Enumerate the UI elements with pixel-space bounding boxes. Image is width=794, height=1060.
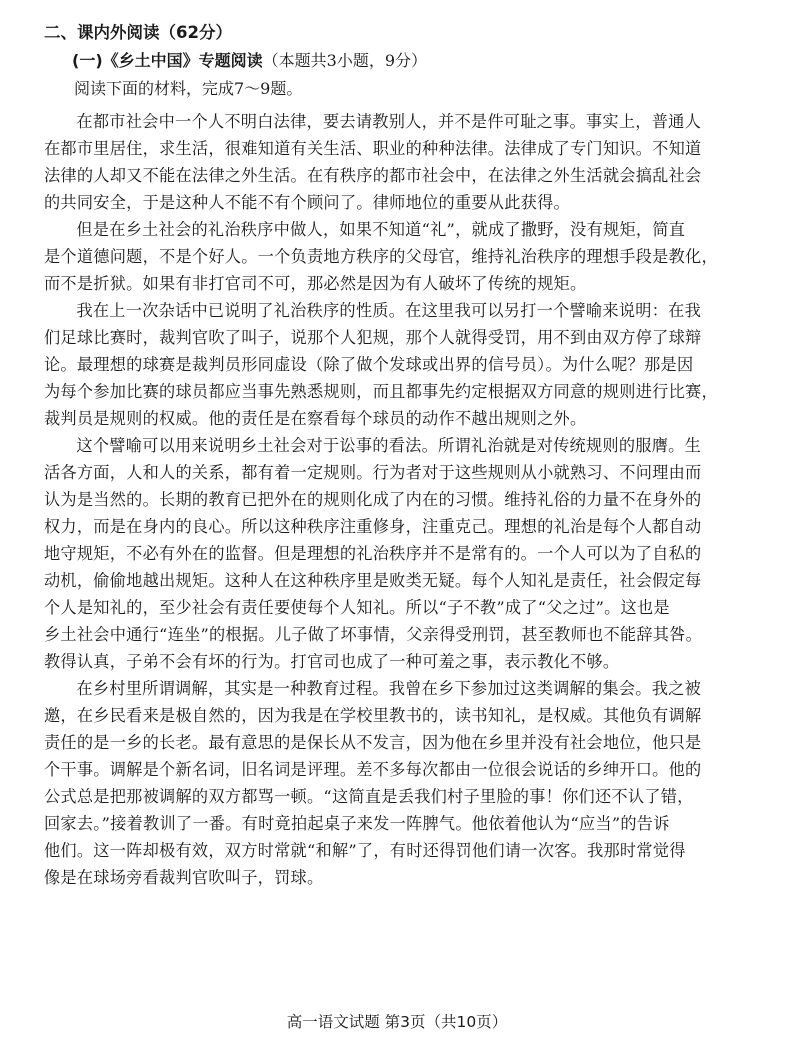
passage-line: 乡土社会中通行“连坐”的根据。儿子做了坏事情，父亲得受刑罚，甚至教师也不能辞其咎。 bbox=[44, 625, 703, 644]
section-heading: 二、课内外阅读（62分） bbox=[44, 23, 232, 42]
subsection-prefix: (一) bbox=[72, 51, 103, 70]
passage-line: 是个道德问题，不是个好人。一个负责地方秩序的父母官，维持礼治秩序的理想手段是教化， bbox=[44, 247, 718, 266]
passage-line: 他们。这一阵却极有效，双方时常就“和解”了，有时还得罚他们请一次客。我那时常觉得 bbox=[44, 841, 686, 860]
passage-line: 在乡村里所谓调解，其实是一种教育过程。我曾在乡下参加过这类调解的集会。我之被 bbox=[76, 679, 702, 698]
passage-line: 回家去。”接着教训了一番。有时竟拍起桌子来发一阵脾气。他依着他认为“应当”的告诉 bbox=[44, 814, 670, 833]
subsection-heading bbox=[72, 50, 427, 72]
passage-line: 我在上一次杂话中已说明了礼治秩序的性质。在这里我可以另打一个譬喻来说明：在我 bbox=[76, 301, 702, 320]
passage-line: 但是在乡土社会的礼治秩序中做人，如果不知道“礼”，就成了撒野，没有规矩，简直 bbox=[76, 220, 686, 239]
passage-paragraph-2 bbox=[44, 216, 744, 297]
passage-line: 在都市社会中一个人不明白法律，要去请教别人，并不是件可耻之事。事实上，普通人 bbox=[76, 112, 702, 131]
passage-line: 认为是当然的。长期的教育已把外在的规则化成了内在的习惯。维持礼俗的力量不在身外的 bbox=[44, 490, 702, 509]
passage-line: 的共同安全，于是这种人不能不有个顾问了。律师地位的重要从此获得。 bbox=[44, 193, 570, 212]
passage-line: 法律的人却又不能在法律之外生活。在有秩序的都市社会中，在法律之外生活就会搞乱社会 bbox=[44, 166, 702, 185]
passage-line: 教得认真，子弟不会有坏的行为。打官司也成了一种可羞之事，表示教化不够。 bbox=[44, 652, 620, 671]
passage-line: 论。最理想的球赛是裁判员形同虚设（除了做个发球或出界的信号员）。为什么呢？那是因 bbox=[44, 355, 694, 374]
passage-line: 这个譬喻可以用来说明乡土社会对于讼事的看法。所谓礼治就是对传统规则的服膺。生 bbox=[76, 436, 702, 455]
passage-line: 在都市里居住，求生活，很难知道有关生活、职业的种种法律。法律成了专门知识。不知道 bbox=[44, 139, 702, 158]
passage-line: 权力，而是在身内的良心。所以这种秩序注重修身，注重克己。理想的礼治是每个人都自动 bbox=[44, 517, 702, 536]
passage-line: 公式总是把那被调解的双方都骂一顿。“这简直是丢我们村子里脸的事！你们还不认了错， bbox=[44, 787, 694, 806]
passage-line: 动机，偷偷地越出规矩。这种人在这种秩序里是败类无疑。每个人知礼是责任，社会假定每 bbox=[44, 571, 702, 590]
passage-line: 裁判员是规则的权威。他的责任是在察看每个球员的动作不越出规则之外。 bbox=[44, 409, 587, 428]
passage-line: 责任的是一乡的长老。最有意思的是保长从不发言，因为他在乡里并没有社会地位，他只是 bbox=[44, 733, 702, 752]
passage-line: 地守规矩，不必有外在的监督。但是理想的礼治秩序并不是常有的。一个人可以为了自私的 bbox=[44, 544, 702, 563]
subsection-title: 《乡土中国》专题阅读 bbox=[102, 51, 263, 70]
passage-paragraph-5 bbox=[44, 675, 744, 891]
passage-paragraph-1 bbox=[44, 108, 744, 216]
subsection-note: （本题共3小题，9分） bbox=[262, 51, 428, 70]
passage-paragraph-4 bbox=[44, 432, 744, 675]
passage-line: 们足球比赛时，裁判官吹了叫子，说那个人犯规，那个人就得受罚，用不到由双方停了球辩 bbox=[44, 328, 702, 347]
reading-passage bbox=[44, 108, 744, 891]
passage-line: 邀，在乡民看来是极自然的，因为我是在学校里教书的，读书知礼，是权威。其他负有调解 bbox=[44, 706, 702, 725]
passage-line: 而不是折狱。如果有非打官司不可，那必然是因为有人破坏了传统的规矩。 bbox=[44, 274, 587, 293]
passage-line: 个干事。调解是个新名词，旧名词是评理。差不多每次都由一位很会说话的乡绅开口。他的 bbox=[44, 760, 702, 779]
passage-paragraph-3 bbox=[44, 297, 744, 432]
passage-line: 活各方面，人和人的关系，都有着一定规则。行为者对于这些规则从小就熟习、不问理由而 bbox=[44, 463, 702, 482]
passage-line: 个人是知礼的，至少社会有责任要使每个人知礼。所以“子不教”成了“父之过”。这也是 bbox=[44, 598, 670, 617]
passage-line: 为每个参加比赛的球员都应当事先熟悉规则，而且都事先约定根据双方同意的规则进行比赛， bbox=[44, 382, 718, 401]
passage-line: 像是在球场旁看裁判官吹叫子，罚球。 bbox=[44, 868, 324, 887]
page-footer: 高一语文试题 第3页（共10页） bbox=[286, 1013, 508, 1031]
reading-instruction: 阅读下面的材料，完成7～9题。 bbox=[74, 79, 303, 98]
